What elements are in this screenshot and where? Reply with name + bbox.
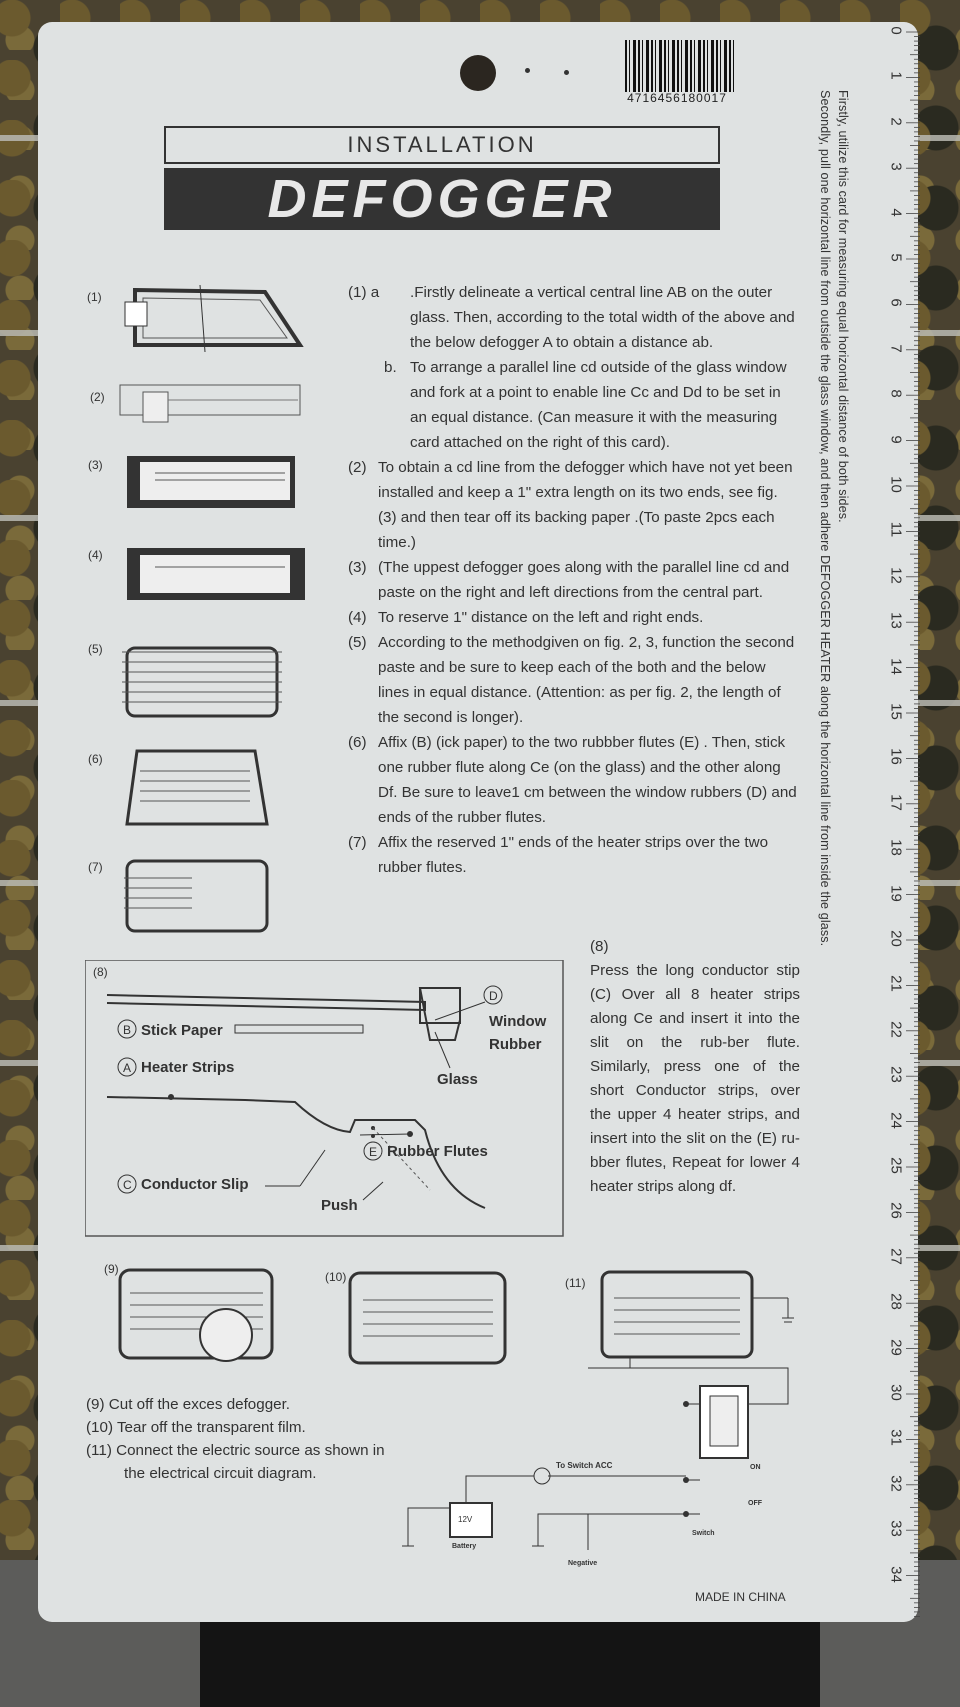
figure-6-illustration xyxy=(125,746,270,828)
title-product: DEFOGGER xyxy=(164,168,720,230)
figure-9-illustration xyxy=(118,1265,276,1367)
step-text: (The uppest defogger goes along with the parallel line cd and paste on the right and left directions from the central part. xyxy=(378,559,790,601)
step-4 xyxy=(348,605,800,630)
ruler-mark: 27 xyxy=(887,1247,905,1265)
ruler-instructions xyxy=(806,90,852,1050)
ruler-mark: 10 xyxy=(887,476,905,493)
step-number: (3) xyxy=(348,559,367,576)
step-number: (4) xyxy=(348,609,367,626)
figure-2-illustration xyxy=(118,380,303,425)
label-e-marker: E xyxy=(369,1145,378,1159)
ruler-mark: 18 xyxy=(887,839,905,857)
step-text: Affix (B) (ick paper) to the two rubbber flutes (E) . Then, stick one rubber flute along Ce (on the glass) and the other along Df. Be sure to leave1 cm between the window rubbers (D) and ends of the rubber flutes. xyxy=(378,734,797,826)
figure-label: (5) xyxy=(88,642,103,656)
step-9: (9) Cut off the exces defogger. xyxy=(86,1396,291,1413)
step-number: (5) xyxy=(348,634,367,651)
step-1a xyxy=(348,280,800,355)
label-negative: Negative xyxy=(568,1560,598,1567)
ruler-mark: 5 xyxy=(887,253,905,262)
label-off: OFF xyxy=(748,1500,762,1507)
label-rubber-flutes: Rubber Flutes xyxy=(387,1143,488,1160)
ruler-mark: 15 xyxy=(887,703,905,720)
ruler-mark: 17 xyxy=(887,793,905,811)
barcode-number: 4716456180017 xyxy=(627,91,727,105)
ruler-mark: 25 xyxy=(887,1157,905,1174)
ruler-mark: 26 xyxy=(887,1202,905,1220)
label-battery: Battery xyxy=(452,1543,477,1550)
step-3 xyxy=(348,555,800,605)
ruler-mark: 14 xyxy=(887,657,905,675)
label-push: Push xyxy=(321,1197,358,1214)
ruler-mark: 1 xyxy=(887,71,905,81)
title-installation: INSTALLATION xyxy=(164,126,720,164)
ruler-mark: 30 xyxy=(887,1384,905,1401)
ruler-mark: 32 xyxy=(887,1474,905,1492)
ruler-mark: 3 xyxy=(887,162,905,171)
figure-label: (3) xyxy=(88,458,103,472)
figure-label: (4) xyxy=(88,548,103,562)
step-number: (1) a xyxy=(348,284,380,301)
label-stick-paper: Stick Paper xyxy=(141,1022,223,1039)
ruler-mark: 11 xyxy=(887,522,905,538)
step-10: (10) Tear off the transparent film. xyxy=(86,1419,306,1436)
ruler-ticks xyxy=(880,22,920,1622)
ruler-instruction-2: Secondly, pull one horizontal line from outside the glass window, and then adhere DEFOGGER HEATER along the horizontal line from inside the glass. xyxy=(818,90,832,947)
step-8-heading: (8) xyxy=(590,938,609,955)
step-text: According to the methodgiven on fig. 2, 3, function the second paste and be sure to keep each of the both and the below lines in equal distance. (Attention: as per fig. 2, the length of the second is longer). xyxy=(378,634,795,726)
ruler-mark: 20 xyxy=(887,930,905,947)
label-a-marker: A xyxy=(123,1061,132,1075)
steps-block xyxy=(348,280,800,880)
step-5 xyxy=(348,630,800,730)
label-to-switch: To Switch ACC xyxy=(556,1461,613,1470)
figure-label: (10) xyxy=(325,1270,347,1284)
ruler-mark: 16 xyxy=(887,748,905,766)
step-6 xyxy=(348,730,800,830)
ruler-mark: 33 xyxy=(887,1520,905,1538)
label-c-marker: C xyxy=(123,1178,132,1192)
figure-3-illustration xyxy=(125,448,305,513)
label-switch: Switch xyxy=(692,1530,715,1537)
step-text: To obtain a cd line from the defogger which have not yet been installed and keep a 1" extra length on its two ends, see fig. (3) and then tear off its backing paper .(To paste 2pcs each time.) xyxy=(378,459,793,551)
ruler-mark: 8 xyxy=(887,389,905,398)
figure-4-illustration xyxy=(125,545,307,603)
ruler-mark: 9 xyxy=(887,434,905,444)
label-rubber: Rubber xyxy=(489,1036,542,1053)
figure-label: (7) xyxy=(88,860,103,874)
ruler-mark: 6 xyxy=(887,298,905,308)
step-text: To reserve 1" distance on the left and right ends. xyxy=(378,609,704,626)
label-d-marker: D xyxy=(489,989,498,1003)
label-heater-strips: Heater Strips xyxy=(141,1059,235,1076)
label-glass: Glass xyxy=(437,1071,478,1088)
label-b-marker: B xyxy=(123,1023,132,1037)
figure-1-illustration xyxy=(115,280,310,360)
label-on: ON xyxy=(750,1464,761,1471)
ruler-mark: 2 xyxy=(887,117,905,126)
figure-8-label: (8) xyxy=(93,965,108,979)
ruler-mark: 12 xyxy=(887,566,905,584)
step-8-text: Press the long conductor stip (C) Over all 8 heater strips along Ce and insert it into the slit on the rub-ber flute. Similarly, press one of the short Conductor strips, over the upper 4 heater strips, and insert into the slit on the (E) ru-bber flutes, Repeat for lower 4 heater strips along df. xyxy=(590,962,800,1195)
ruler-mark: 4 xyxy=(887,207,905,217)
ruler-mark: 23 xyxy=(887,1066,905,1084)
figure-5-illustration xyxy=(122,638,282,720)
label-window: Window xyxy=(489,1013,547,1030)
label-conductor-slip: Conductor Slip xyxy=(141,1176,249,1193)
figure-label: (1) xyxy=(87,290,102,304)
ruler-mark: 31 xyxy=(887,1429,905,1447)
step-7 xyxy=(348,830,800,880)
step-number: (2) xyxy=(348,459,367,476)
step-1b xyxy=(384,355,800,455)
barcode xyxy=(625,40,735,92)
ruler-mark: 28 xyxy=(887,1293,905,1311)
ruler-mark: 19 xyxy=(887,884,905,902)
dot xyxy=(525,68,530,73)
figure-label: (2) xyxy=(90,390,105,404)
label-battery-voltage: 12V xyxy=(458,1515,473,1524)
step-11: (11) Connect the electric source as shown in the electrical circuit diagram. xyxy=(86,1442,385,1482)
ruler-mark: 34 xyxy=(887,1565,905,1583)
step-8-block xyxy=(590,935,800,1199)
ruler-instruction-1: Firstly, utilize this card for measuring equal horizontal distance of both sides. xyxy=(836,90,850,523)
ruler-mark: 24 xyxy=(887,1111,905,1129)
figure-7-illustration xyxy=(122,858,272,934)
figure-11-circuit xyxy=(400,1268,820,1568)
step-number: b. xyxy=(384,359,397,376)
figure-label: (11) xyxy=(565,1276,586,1290)
ruler-mark: 13 xyxy=(887,612,905,630)
figure-label: (6) xyxy=(88,752,103,766)
dot xyxy=(564,70,569,75)
made-in-china: MADE IN CHINA xyxy=(695,1590,786,1604)
ruler-mark: 29 xyxy=(887,1338,905,1356)
step-text: .Firstly delineate a vertical central line AB on the outer glass. Then, according to the total width of the above and the below defogger A to obtain a distance ab. xyxy=(410,284,795,351)
step-number: (6) xyxy=(348,734,367,751)
step-text: Affix the reserved 1" ends of the heater strips over the two rubber flutes. xyxy=(378,834,769,876)
step-number: (7) xyxy=(348,834,367,851)
ruler-mark: 21 xyxy=(887,975,905,993)
final-steps xyxy=(86,1393,386,1485)
step-2 xyxy=(348,455,800,555)
figure-label: (9) xyxy=(104,1262,119,1276)
figure-8-diagram xyxy=(85,960,565,1238)
ruler-mark: 22 xyxy=(887,1020,905,1038)
hang-hole xyxy=(460,55,496,91)
ruler-mark: 7 xyxy=(887,344,905,353)
ruler-mark: 0 xyxy=(887,26,905,35)
step-text: To arrange a parallel line cd outside of the glass window and fork at a point to enable line Cc and Dd to be set in an equal distance. (Can measure it with the measuring card attached on the right of this card). xyxy=(410,359,787,451)
